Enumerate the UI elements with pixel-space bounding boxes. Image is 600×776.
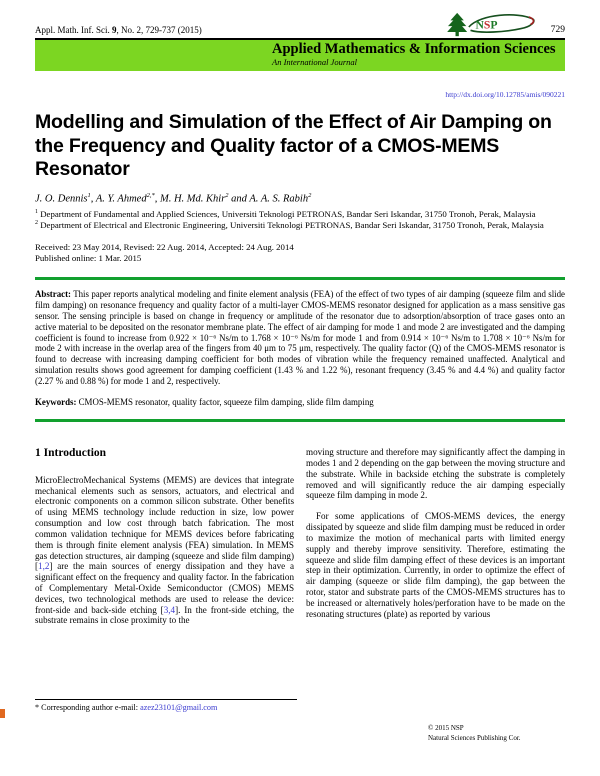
author-name: A. Y. Ahmed: [95, 193, 147, 205]
separator-rule-top: [35, 277, 565, 281]
published-line: Published online: 1 Mar. 2015: [35, 252, 142, 263]
body-paragraph-2: For some applications of CMOS-MEMS devices, the energy dissipated by squeeze and slide film damping must be reduced in order to maximize the motion of mechanical parts with limited energy supply and thereby improve sensitivity. Therefore, estimating the squeeze and slide film damping effect of these devices is an important step in their optimization. Currently, in order to optimize the effect of air damping (squeeze or slide film damping), the gap between the rotor, stator and substrate parts of the CMOS-MEMS structures has to be increased or alternatively holes/perforation have to be made on the resonating structures (plate) as reported by various: [306, 511, 565, 619]
page-header: [35, 12, 565, 37]
citation-volume: 9: [112, 25, 117, 35]
copyright: [428, 724, 521, 744]
keywords-text: CMOS-MEMS resonator, quality factor, squeeze film damping, slide film damping: [78, 396, 374, 407]
body-columns: [35, 447, 565, 626]
section-heading: 1 Introduction: [35, 447, 107, 460]
author-separator: ,: [90, 193, 96, 205]
article-title: Modelling and Simulation of the Effect of Air Damping on the Frequency and Quality factor of a CMOS-MEMS Resonator: [35, 111, 552, 181]
page-number: 729: [550, 25, 565, 35]
received-line: Received: 23 May 2014, Revised: 22 Aug. 2014, Accepted: 24 Aug. 2014: [35, 241, 294, 252]
author-affil-mark: 2: [308, 191, 312, 199]
author-line: [35, 192, 565, 205]
doi-row: [35, 84, 565, 99]
affiliation-marker: 1: [35, 209, 38, 216]
footnote-rule: [35, 699, 297, 700]
author-separator: ,: [154, 193, 160, 205]
journal-subtitle: An International Journal: [272, 57, 357, 68]
separator-rule-bottom: [35, 419, 565, 423]
keywords: [35, 397, 565, 407]
dates-block: [35, 242, 565, 264]
doi-link[interactable]: http://dx.doi.org/10.12785/amis/090221: [445, 90, 565, 99]
pine-tree-icon: [447, 13, 467, 36]
affiliation-text: Department of Fundamental and Applied Sciences, Universiti Teknologi PETRONAS, Bandar Seri Iskandar, 31750 Tronoh, Perak, Malaysia: [38, 209, 536, 220]
author-affil-mark: 1: [87, 191, 91, 199]
affiliation-text: Department of Electrical and Electronic Engineering, Universiti Teknologi PETRONAS, Bandar Seri Iskandar, 31750 Tronoh, Perak, Malaysia: [38, 220, 544, 230]
header-right: [447, 12, 565, 37]
journal-citation: [35, 25, 202, 37]
footnote-marker: *: [35, 703, 40, 712]
footnote-label: Corresponding author e-mail:: [39, 703, 141, 712]
nsp-logo-icon: [447, 12, 539, 37]
logo-letters: NSP: [475, 18, 498, 32]
scan-artifact: [0, 709, 5, 718]
keywords-label: Keywords:: [35, 396, 77, 407]
copyright-line-1: © 2015 NSP: [428, 724, 464, 732]
left-column: [35, 447, 294, 626]
email-link[interactable]: azez23101@gmail.com: [140, 703, 218, 712]
intro-text: ]. In the front-side etching, the substrate remains in close proximity to the: [35, 604, 295, 626]
footnote: [35, 699, 297, 712]
author-name: M. H. Md. Khir: [159, 193, 226, 205]
author-affil-mark: 2: [225, 191, 229, 199]
citation-ref-3-4[interactable]: 3,4: [163, 604, 176, 615]
journal-banner: [35, 40, 565, 71]
author-separator: and: [228, 193, 250, 205]
intro-paragraph: [35, 475, 294, 626]
body-paragraph-1: moving structure and therefore may significantly affect the damping in modes 1 and 2 depending on the gap between the moving structure and the substrate. While in backside etching the substrate is completely removed and will significantly reduce the air damping especially squeeze film damping in mode 2.: [306, 447, 565, 501]
author-name: J. O. Dennis: [35, 193, 88, 205]
right-column: [306, 447, 565, 626]
affiliations: [35, 209, 565, 230]
copyright-line-2: Natural Sciences Publishing Cor.: [428, 733, 521, 742]
abstract: [35, 289, 565, 386]
journal-name: Applied Mathematics & Information Sciences: [272, 41, 556, 57]
intro-text: MicroElectroMechanical Systems (MEMS) are devices that integrate mechanical elements such as sensors, actuators, and electrical and electronic components on a common silicon substrate. Other benefits of using MEMS technology include reduction in size, low power consumption and low cost through batch fabrication. The most common validation technique for MEMS devices before fabricating them is through finite element analysis (FEA) simulation. In MEMS gas detection structures, air damping (squeeze and slide film damping) [: [35, 474, 294, 572]
affiliation-marker: 2: [35, 220, 38, 227]
affiliation-1: [35, 209, 565, 220]
author-name: A. A. S. Rabih: [249, 193, 309, 205]
abstract-label: Abstract:: [35, 289, 71, 300]
citation-ref-1-2[interactable]: 1,2: [38, 561, 50, 572]
citation-suffix: , No. 2, 729-737 (2015): [116, 25, 202, 35]
abstract-text: This paper reports analytical modeling and finite element analysis (FEA) of the effect of two types of air damping (squeeze film and slide film damping) on resonance frequency and quality factor of a multi-layer CMOS-MEMS resonator designed for application as a mass sensitive gas sensor. The sensing principle is based on change in frequency or amplitude of the resonator due to adsorption/absorption of trace gases onto an active material to be deposited on the resonator membrane plate. The effect of air damping for mode 1 and mode 2 are investigated and the damping coefficient is found to increase from 0.922 × 10⁻⁶ Ns/m to 1.768 × 10⁻⁶ Ns/m for mode 1 and from 0.914 × 10⁻⁶ Ns/m to 1.708 × 10⁻⁶ Ns/m for mode 2 with increase in the overlap area of the fingers from 40 μm to 75 μm, respectively. The quality factor (Q) of the CMOS-MEMS resonator is found to decrease with increasing damping coefficient for both modes of vibration while the frequency remained unaffected. Analytical and simulation results shows good agreement for damping coefficient (1.43 % and 1.22 %), resonant frequency (3.45 % and 4.4 %) and quality factor (2.27 % and 0.88 %) for mode 1 and 2, respectively.: [35, 289, 565, 386]
intro-text: ] are the main sources of energy dissipation and they have a significant effect on the frequency and quality factor. In the fabrication of Complementary Metal-Oxide Semiconductor (CMOS) MEMS devices, two technological methods are used to release the device: front-side and back-side etching [: [35, 561, 294, 615]
citation-prefix: Appl. Math. Inf. Sci.: [35, 25, 112, 35]
author-affil-mark: 2,*: [146, 191, 155, 199]
affiliation-2: [35, 220, 565, 231]
